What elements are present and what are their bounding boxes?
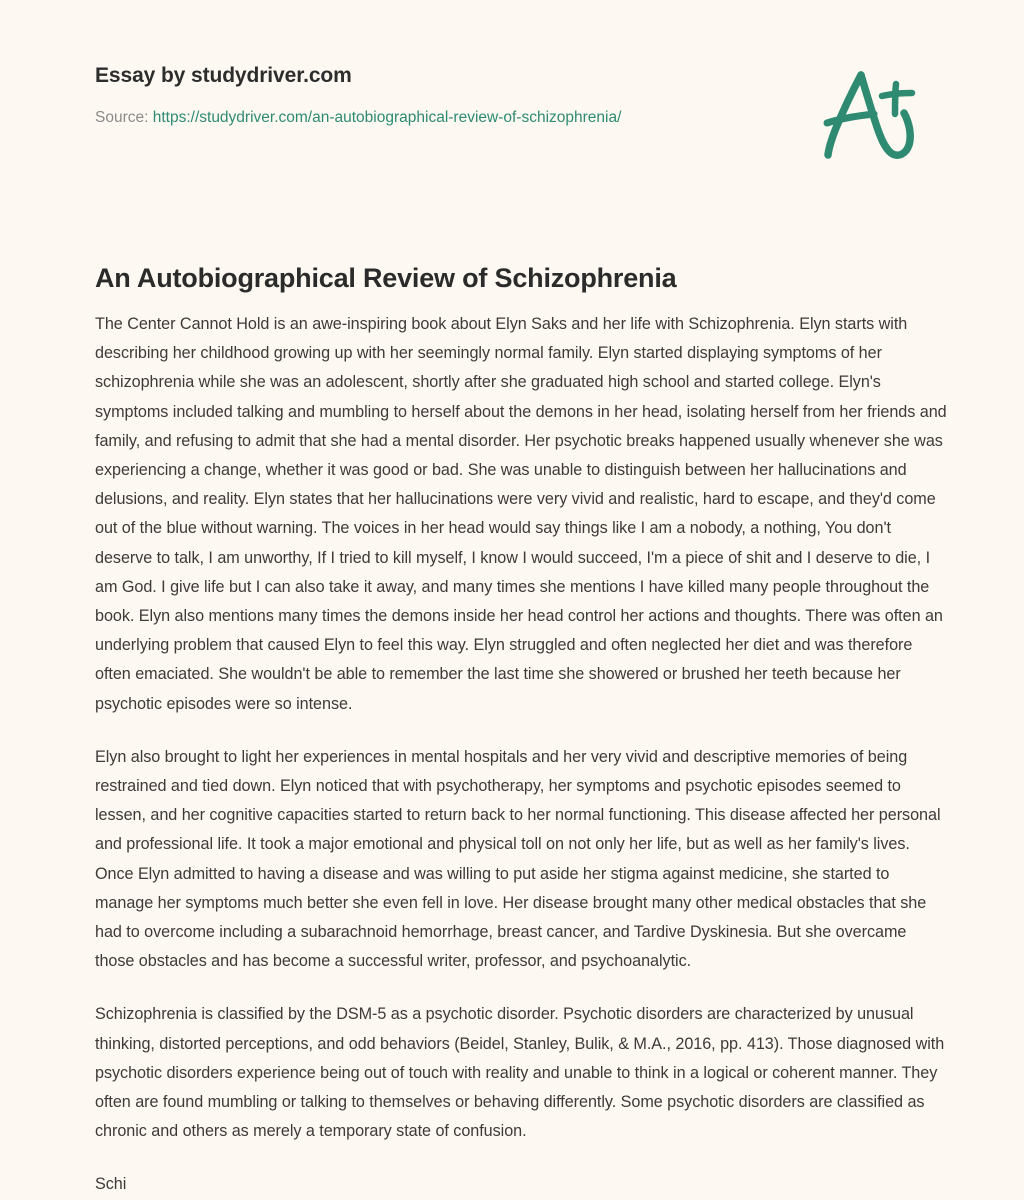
essay-body: [95, 310, 947, 1200]
essay-paragraph-truncated: Schi: [95, 1175, 127, 1194]
a-plus-logo-icon: [812, 66, 924, 166]
a-plus-logo: [812, 66, 924, 166]
essay-paragraph: Elyn also brought to light her experiences in mental hospitals and her very vivid and descriptive memories of being restrained and tied down. Elyn noticed that with psychotherapy, her symptoms and psychotic episodes seemed to lessen, and her cognitive capacities started to return back to her normal functioning. This disease affected her personal and professional life. It took a major emotional and physical toll on not only her life, but as well as her family's lives. Once Elyn admitted to having a disease and was willing to put aside her stigma against medicine, she started to manage her symptoms much better she even fell in love. Her disease brought many other medical obstacles that she had to overcome including a subarachnoid hemorrhage, breast cancer, and Tardive Dyskinesia. But she overcame those obstacles and has become a successful writer, professor, and psychoanalytic.: [95, 747, 941, 971]
source-line: [95, 108, 795, 128]
page-title: An Autobiographical Review of Schizophrenia: [95, 263, 677, 294]
essay-source-brand: Essay by studydriver.com: [95, 64, 352, 87]
document-header: [95, 63, 795, 128]
essay-paragraph: Schizophrenia is classified by the DSM-5 as a psychotic disorder. Psychotic disorders are characterized by unusual thinking, distorted perceptions, and odd behaviors (Beidel, Stanley, Bulik, & M.A., 2016, pp. 413). Those diagnosed with psychotic disorders experience being out of touch with reality and unable to think in a logical or coherent manner. They often are found mumbling or talking to themselves or behaving differently. Some psychotic disorders are classified as chronic and others as merely a temporary state of confusion.: [95, 1005, 945, 1141]
source-label: Source:: [95, 109, 149, 126]
source-url-link[interactable]: https://studydriver.com/an-autobiographical-review-of-schizophrenia/: [152, 109, 622, 126]
essay-paragraph: The Center Cannot Hold is an awe-inspiring book about Elyn Saks and her life with Schizophrenia. Elyn starts with describing her childhood growing up with her seemingly normal family. Elyn started displaying symptoms of her schizophrenia while she was an adolescent, shortly after she graduated high school and started college. Elyn's symptoms included talking and mumbling to herself about the demons in her head, isolating herself from her friends and family, and refusing to admit that she had a mental disorder. Her psychotic breaks happened usually whenever she was experiencing a change, whether it was good or bad. She was unable to distinguish between her hallucinations and delusions, and reality. Elyn states that her hallucinations were very vivid and realistic, hard to escape, and they'd come out of the blue without warning. The voices in her head would say things like I am a nobody, a nothing, You don't deserve to talk, I am unworthy, If I tried to kill myself, I know I would succeed, I'm a piece of shit and I deserve to die, I am God. I give life but I can also take it away, and many times she mentions I have killed many people throughout the book. Elyn also mentions many times the demons inside her head control her actions and thoughts. There was often an underlying problem that caused Elyn to feel this way. Elyn struggled and often neglected her diet and was therefore often emaciated. She wouldn't be able to remember the last time she showered or brushed her teeth because her psychotic episodes were so intense.: [95, 315, 947, 713]
